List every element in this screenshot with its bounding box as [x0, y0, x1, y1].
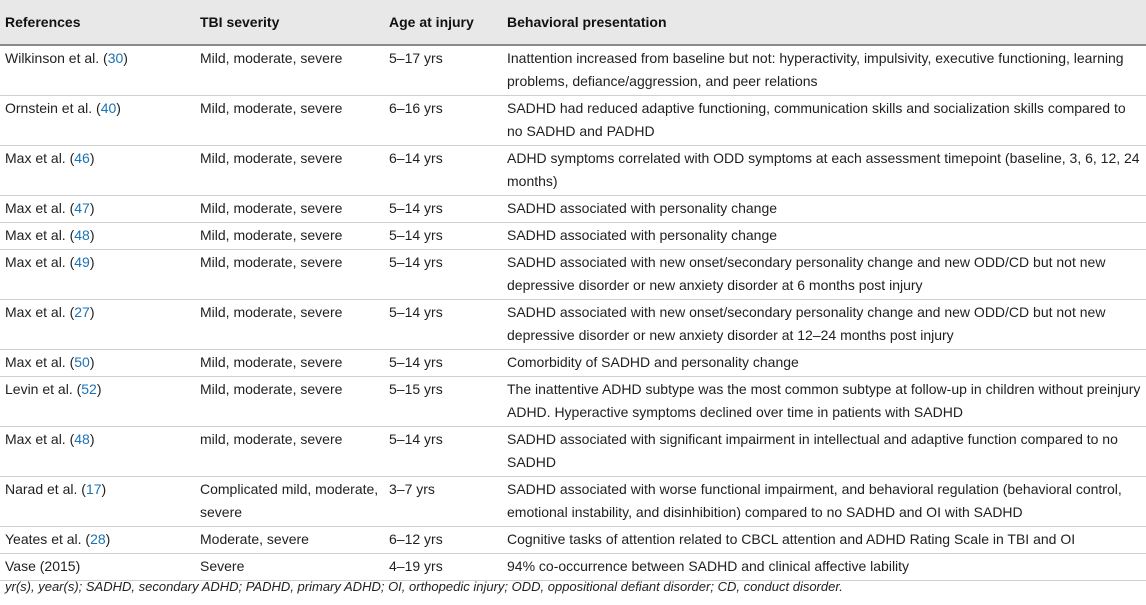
cell-tbi-severity: Mild, moderate, severe: [196, 377, 385, 427]
reference-author: Wilkinson et al. (: [5, 50, 108, 66]
cell-reference: [0, 196, 196, 223]
reference-link[interactable]: 48: [74, 227, 90, 243]
reference-close-paren: ): [89, 227, 95, 243]
cell-tbi-severity: Mild, moderate, severe: [196, 223, 385, 250]
reference-link[interactable]: 46: [74, 150, 90, 166]
table-row: [0, 250, 1146, 300]
table-row: [0, 350, 1146, 377]
reference-link[interactable]: 27: [74, 304, 90, 320]
cell-behavioral-presentation: SADHD associated with new onset/secondary personality change and new ODD/CD but not new depressive disorder or new anxiety disorder at 12–24 months post injury: [503, 300, 1146, 350]
cell-tbi-severity: Severe: [196, 554, 385, 581]
reference-author: Max et al. (: [5, 200, 75, 216]
reference-author: Max et al. (: [5, 227, 75, 243]
cell-age-at-injury: 4–19 yrs: [385, 554, 503, 581]
header-tbi-severity: TBI severity: [196, 0, 385, 45]
reference-author: Narad et al. (: [5, 481, 86, 497]
cell-age-at-injury: 5–14 yrs: [385, 350, 503, 377]
cell-tbi-severity: Moderate, severe: [196, 527, 385, 554]
reference-link[interactable]: 48: [74, 431, 90, 447]
cell-reference: [0, 477, 196, 527]
table-row: [0, 477, 1146, 527]
cell-tbi-severity: mild, moderate, severe: [196, 427, 385, 477]
cell-tbi-severity: Complicated mild, moderate, severe: [196, 477, 385, 527]
reference-link[interactable]: 28: [90, 531, 106, 547]
cell-age-at-injury: 6–12 yrs: [385, 527, 503, 554]
cell-tbi-severity: Mild, moderate, severe: [196, 196, 385, 223]
reference-author: Yeates et al. (: [5, 531, 91, 547]
table-row: [0, 146, 1146, 196]
cell-age-at-injury: 5–14 yrs: [385, 250, 503, 300]
cell-behavioral-presentation: Inattention increased from baseline but not: hyperactivity, impulsivity, executive functioning, learning problems, defiance/aggression, and peer relations: [503, 45, 1146, 96]
reference-close-paren: ): [89, 304, 95, 320]
reference-link[interactable]: 49: [74, 254, 90, 270]
reference-close-paren: ): [123, 50, 128, 66]
cell-reference: [0, 377, 196, 427]
reference-close-paren: ): [89, 431, 95, 447]
cell-behavioral-presentation: Cognitive tasks of attention related to CBCL attention and ADHD Rating Scale in TBI and OI: [503, 527, 1146, 554]
cell-reference: [0, 45, 196, 96]
cell-behavioral-presentation: Comorbidity of SADHD and personality change: [503, 350, 1146, 377]
table-row: [0, 300, 1146, 350]
cell-age-at-injury: 5–14 yrs: [385, 223, 503, 250]
reference-author: Max et al. (: [5, 431, 75, 447]
cell-age-at-injury: 6–14 yrs: [385, 146, 503, 196]
cell-reference: [0, 96, 196, 146]
cell-age-at-injury: 3–7 yrs: [385, 477, 503, 527]
table-row: [0, 96, 1146, 146]
reference-author: Max et al. (: [5, 150, 75, 166]
cell-age-at-injury: 5–17 yrs: [385, 45, 503, 96]
cell-tbi-severity: Mild, moderate, severe: [196, 300, 385, 350]
cell-reference: [0, 554, 196, 581]
cell-age-at-injury: 5–14 yrs: [385, 300, 503, 350]
cell-behavioral-presentation: The inattentive ADHD subtype was the most common subtype at follow-up in children without preinjury ADHD. Hyperactive symptoms declined over time in patients with SADHD: [503, 377, 1146, 427]
cell-reference: [0, 427, 196, 477]
reference-link[interactable]: 52: [81, 381, 97, 397]
cell-reference: [0, 300, 196, 350]
cell-tbi-severity: Mild, moderate, severe: [196, 96, 385, 146]
cell-reference: [0, 527, 196, 554]
table-body: [0, 45, 1146, 581]
cell-tbi-severity: Mild, moderate, severe: [196, 350, 385, 377]
cell-behavioral-presentation: SADHD associated with personality change: [503, 196, 1146, 223]
reference-close-paren: ): [89, 200, 95, 216]
table-row: [0, 377, 1146, 427]
reference-link[interactable]: 30: [107, 50, 124, 66]
cell-behavioral-presentation: 94% co-occurrence between SADHD and clinical affective lability: [503, 554, 1146, 581]
table-row: [0, 554, 1146, 581]
cell-behavioral-presentation: SADHD associated with significant impairment in intellectual and adaptive function compared to no SADHD: [503, 427, 1146, 477]
cell-reference: [0, 146, 196, 196]
table-footnote: yr(s), year(s); SADHD, secondary ADHD; PADHD, primary ADHD; OI, orthopedic injury; ODD, oppositional defiant disorder; CD, conduct disorder.: [5, 579, 843, 594]
reference-close-paren: ): [101, 481, 107, 497]
cell-age-at-injury: 5–14 yrs: [385, 196, 503, 223]
reference-author: Max et al. (: [5, 304, 75, 320]
header-references: References: [0, 0, 196, 45]
table-row: [0, 527, 1146, 554]
reference-author: Max et al. (: [5, 254, 75, 270]
cell-age-at-injury: 5–14 yrs: [385, 427, 503, 477]
reference-author: Levin et al. (: [5, 381, 82, 397]
table-row: [0, 196, 1146, 223]
reference-close-paren: ): [105, 531, 111, 547]
table-header: [0, 0, 1146, 45]
cell-age-at-injury: 6–16 yrs: [385, 96, 503, 146]
cell-behavioral-presentation: ADHD symptoms correlated with ODD symptoms at each assessment timepoint (baseline, 3, 6, 12, 24 months): [503, 146, 1146, 196]
cell-age-at-injury: 5–15 yrs: [385, 377, 503, 427]
reference-link[interactable]: 50: [74, 354, 90, 370]
reference-author: Max et al. (: [5, 354, 75, 370]
reference-close-paren: ): [116, 100, 121, 116]
cell-behavioral-presentation: SADHD had reduced adaptive functioning, communication skills and socialization skills compared to no SADHD and PADHD: [503, 96, 1146, 146]
reference-close-paren: ): [96, 381, 102, 397]
cell-tbi-severity: Mild, moderate, severe: [196, 250, 385, 300]
cell-behavioral-presentation: SADHD associated with worse functional impairment, and behavioral regulation (behavioral control, emotional instability, and disinhibition) compared to no SADHD and OI with SADHD: [503, 477, 1146, 527]
reference-author: Vase (2015): [5, 558, 81, 574]
reference-link[interactable]: 17: [85, 481, 102, 497]
cell-reference: [0, 223, 196, 250]
cell-reference: [0, 350, 196, 377]
reference-link[interactable]: 40: [100, 100, 117, 116]
cell-behavioral-presentation: SADHD associated with personality change: [503, 223, 1146, 250]
table-row: [0, 223, 1146, 250]
reference-close-paren: ): [89, 150, 95, 166]
reference-close-paren: ): [89, 354, 95, 370]
cell-behavioral-presentation: SADHD associated with new onset/secondary personality change and new ODD/CD but not new depressive disorder or new anxiety disorder at 6 months post injury: [503, 250, 1146, 300]
header-behavioral-presentation: Behavioral presentation: [503, 0, 1146, 45]
reference-close-paren: ): [89, 254, 95, 270]
reference-link[interactable]: 47: [74, 200, 90, 216]
header-row: [0, 0, 1146, 45]
header-age-at-injury: Age at injury: [385, 0, 503, 45]
reference-author: Ornstein et al. (: [5, 100, 101, 116]
table-row: [0, 45, 1146, 96]
cell-reference: [0, 250, 196, 300]
cell-tbi-severity: Mild, moderate, severe: [196, 146, 385, 196]
cell-tbi-severity: Mild, moderate, severe: [196, 45, 385, 96]
table-row: [0, 427, 1146, 477]
